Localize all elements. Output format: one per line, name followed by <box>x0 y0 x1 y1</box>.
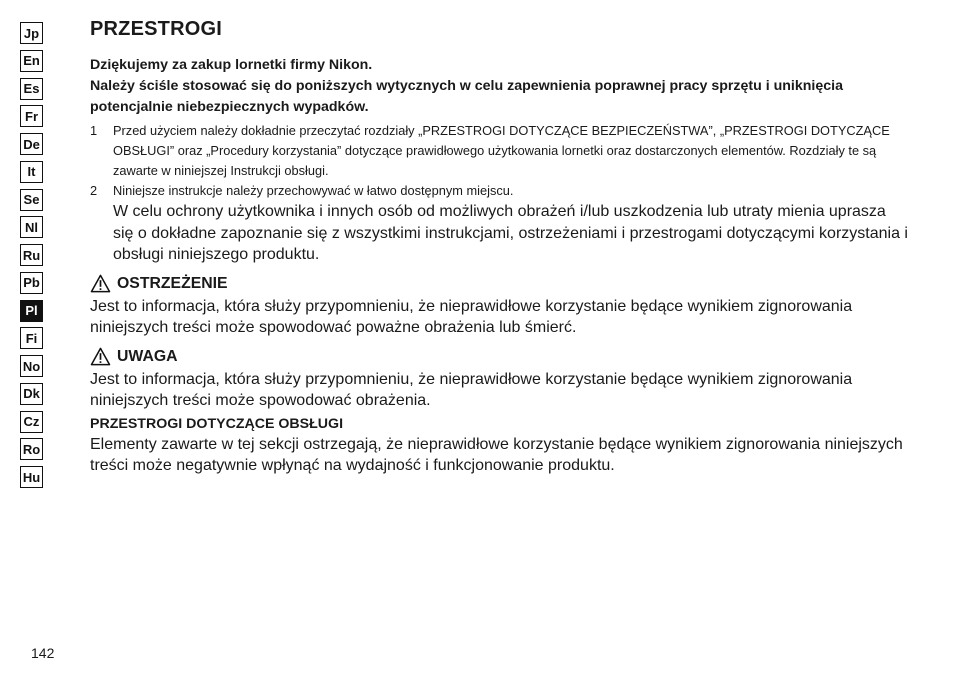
tab-pl[interactable]: Pl <box>20 300 43 322</box>
protection-paragraph: W celu ochrony użytkownika i innych osób od możliwych obrażeń i/lub uszkodzenia lub utraty mienia uprasza się o dokładne zapoznanie się z wszystkimi instrukcjami, ostrzeżeniami i przestrogami dotyczącymi korzystania i obsługi niniejszego produktu. <box>113 203 908 263</box>
tab-se[interactable]: Se <box>20 189 43 211</box>
tab-en[interactable]: En <box>20 50 43 72</box>
tab-es[interactable]: Es <box>20 78 43 100</box>
warning-triangle-icon <box>90 347 111 366</box>
tab-cz[interactable]: Cz <box>20 411 43 433</box>
list-item-text: Przed użyciem należy dokładnie przeczytać rozdziały „PRZESTROGI DOTYCZĄCE BEZPIECZEŃSTWA”, „PRZESTROGI DOTYCZĄCE OBSŁUGI” oraz „Procedury korzystania” dotyczące prawidłowego użytkowania lornetki oraz dostarczonych elementów. Rozdziały te są zawarte w niniejszej Instrukcji obsługi. <box>113 123 890 178</box>
tab-ro[interactable]: Ro <box>20 438 43 460</box>
operation-heading: PRZESTROGI DOTYCZĄCE OBSŁUGI <box>90 415 344 432</box>
caution-text: Jest to informacja, która służy przypomnieniu, że nieprawidłowe korzystanie będące wynikiem zignorowania niniejszych treści może spowodować obrażenia. <box>90 370 853 409</box>
tab-pb[interactable]: Pb <box>20 272 43 294</box>
intro-thanks: Dziękujemy za zakup lornetki firmy Nikon. <box>90 57 373 73</box>
tab-ru[interactable]: Ru <box>20 244 43 266</box>
tab-jp[interactable]: Jp <box>20 22 43 44</box>
list-item-text: Niniejsze instrukcje należy przechowywać w łatwo dostępnym miejscu. <box>113 183 514 198</box>
tab-nl[interactable]: Nl <box>20 216 43 238</box>
tab-dk[interactable]: Dk <box>20 383 43 405</box>
language-tabs <box>20 22 44 494</box>
instructions-list <box>90 121 910 201</box>
list-item-number: 2 <box>90 183 98 198</box>
warning-triangle-icon <box>90 274 111 293</box>
main-content <box>90 18 910 477</box>
list-item-number: 1 <box>90 123 98 138</box>
list-item <box>90 181 910 201</box>
tab-no[interactable]: No <box>20 355 43 377</box>
warning-heading <box>90 272 910 296</box>
warning-text: Jest to informacja, która służy przypomnieniu, że nieprawidłowe korzystanie będące wynikiem zignorowania niniejszych treści może spowodować poważne obrażenia lub śmierć. <box>90 297 853 336</box>
tab-de[interactable]: De <box>20 133 43 155</box>
page-number: 142 <box>31 645 55 661</box>
page-title: PRZESTROGI <box>90 18 223 40</box>
tab-fr[interactable]: Fr <box>20 105 43 127</box>
intro-guidelines: Należy ściśle stosować się do poniższych wytycznych w celu zapewnienia poprawnej pracy sprzętu i uniknięcia potencjalnie niebezpiecznych wypadków. <box>90 78 843 115</box>
tab-hu[interactable]: Hu <box>20 466 43 488</box>
tab-it[interactable]: It <box>20 161 43 183</box>
tab-fi[interactable]: Fi <box>20 327 43 349</box>
operation-text: Elementy zawarte w tej sekcji ostrzegają, że nieprawidłowe korzystanie będące wynikiem zignorowania niniejszych treści może negatywnie wpłynąć na wydajność i funkcjonowanie produktu. <box>90 435 903 474</box>
warning-label: OSTRZEŻENIE <box>117 274 228 292</box>
caution-heading <box>90 345 910 369</box>
list-item <box>90 121 910 181</box>
caution-label: UWAGA <box>117 347 178 365</box>
